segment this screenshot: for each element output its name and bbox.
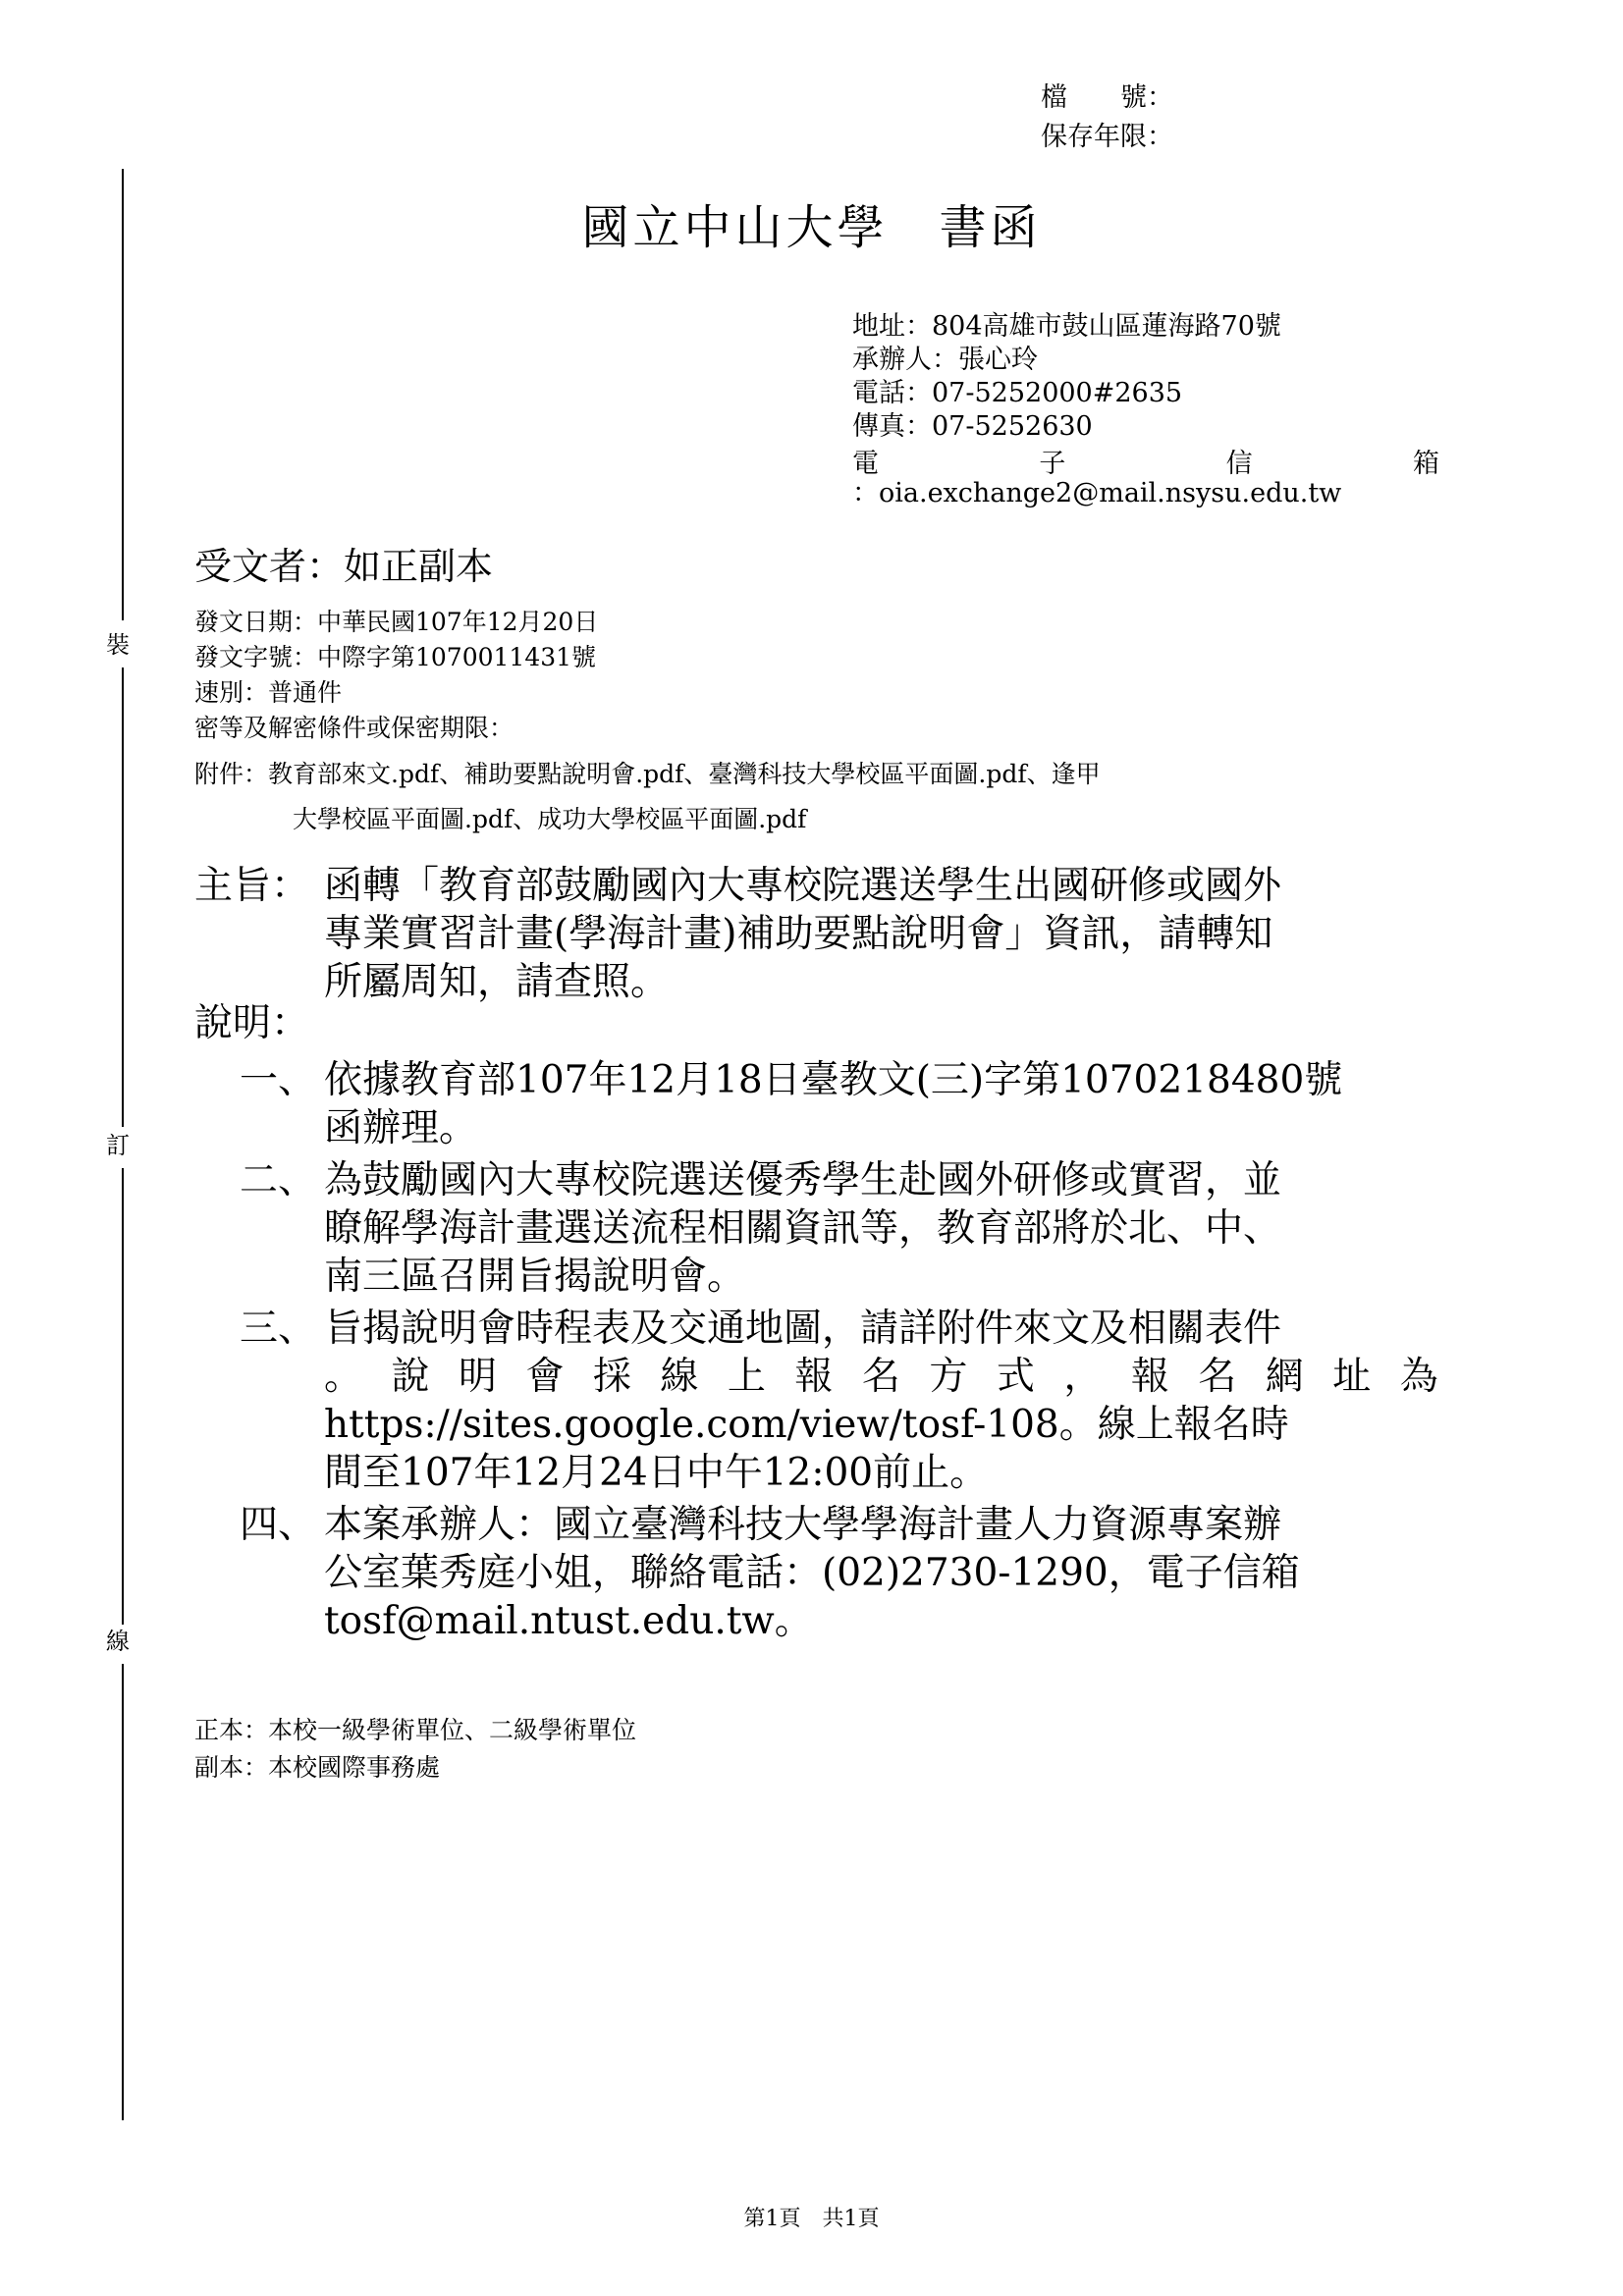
secrecy-level: 密等及解密條件或保密期限：	[194, 714, 514, 742]
attachments-line-2: 大學校區平面圖.pdf、成功大學校區平面圖.pdf	[293, 805, 807, 833]
item-line: 本案承辦人：國立臺灣科技大學學海計畫人力資源專案辦	[324, 1503, 1282, 1547]
sender-email-label: 電 子 信 箱	[852, 449, 1439, 479]
sender-fax: 傳真：07-5252630	[852, 411, 1093, 442]
item-number: 三、	[240, 1307, 317, 1351]
delivery-speed: 速別：普通件	[194, 678, 343, 707]
file-number: 檔 號：	[1041, 82, 1173, 113]
binding-mark-zhuang: 裝	[106, 631, 130, 659]
document-number: 發文字號：中際字第1070011431號	[194, 643, 597, 671]
binding-mark-ding: 訂	[106, 1132, 130, 1159]
explanation-label: 說明：	[194, 1001, 310, 1045]
item-line-spread: 。 說 明 會 採 線 上 報 名 方 式 ， 報 名 網 址 為	[324, 1355, 1438, 1399]
page-number: 第1頁 共1頁	[743, 2207, 880, 2231]
item-line: 瞭解學海計畫選送流程相關資訊等，教育部將於北、中、	[324, 1206, 1282, 1251]
sender-address: 地址：804高雄市鼓山區蓮海路70號	[852, 311, 1281, 342]
attachments-line-1: 附件：教育部來文.pdf、補助要點說明會.pdf、臺灣科技大學校區平面圖.pdf、逢甲	[194, 760, 1101, 788]
subject-line: 專業實習計畫(學海計畫)補助要點說明會」資訊，請轉知	[324, 912, 1273, 956]
item-line: 間至107年12月24日中午12:00前止。	[324, 1451, 989, 1495]
distribution-main: 正本：本校一級學術單位、二級學術單位	[194, 1716, 637, 1744]
sender-handler: 承辦人：張心玲	[852, 345, 1038, 375]
subject-line: 所屬周知，請查照。	[324, 960, 670, 1004]
document-title: 國立中山大學 書函	[581, 200, 1042, 255]
item-line: 南三區召開旨揭說明會。	[324, 1255, 746, 1299]
subject-label: 主旨：	[194, 864, 310, 908]
item-line: 函辦理。	[324, 1106, 478, 1150]
issue-date: 發文日期：中華民國107年12月20日	[194, 608, 599, 636]
item-line: 旨揭說明會時程表及交通地圖，請詳附件來文及相關表件	[324, 1307, 1282, 1351]
sender-phone: 電話：07-5252000#2635	[852, 378, 1183, 408]
retention-period: 保存年限：	[1041, 122, 1173, 152]
recipient: 受文者：如正副本	[194, 545, 494, 588]
item-number: 一、	[240, 1058, 317, 1102]
item-number: 四、	[240, 1503, 317, 1547]
sender-email: ：oia.exchange2@mail.nsysu.edu.tw	[852, 478, 1342, 508]
distribution-copy: 副本：本校國際事務處	[194, 1753, 441, 1782]
item-line-email: tosf@mail.ntust.edu.tw。	[324, 1599, 813, 1643]
binding-mark-xian: 線	[106, 1628, 130, 1655]
subject-line: 函轉「教育部鼓勵國內大專校院選送學生出國研修或國外	[324, 864, 1282, 908]
item-line: 為鼓勵國內大專校院選送優秀學生赴國外研修或實習，並	[324, 1158, 1282, 1202]
item-line: 公室葉秀庭小姐，聯絡電話：(02)2730-1290，電子信箱	[324, 1551, 1300, 1595]
item-number: 二、	[240, 1158, 317, 1202]
item-line-url: https://sites.google.com/view/tosf-108。線上報名時	[324, 1403, 1289, 1447]
item-line: 依據教育部107年12月18日臺教文(三)字第1070218480號	[324, 1058, 1343, 1102]
